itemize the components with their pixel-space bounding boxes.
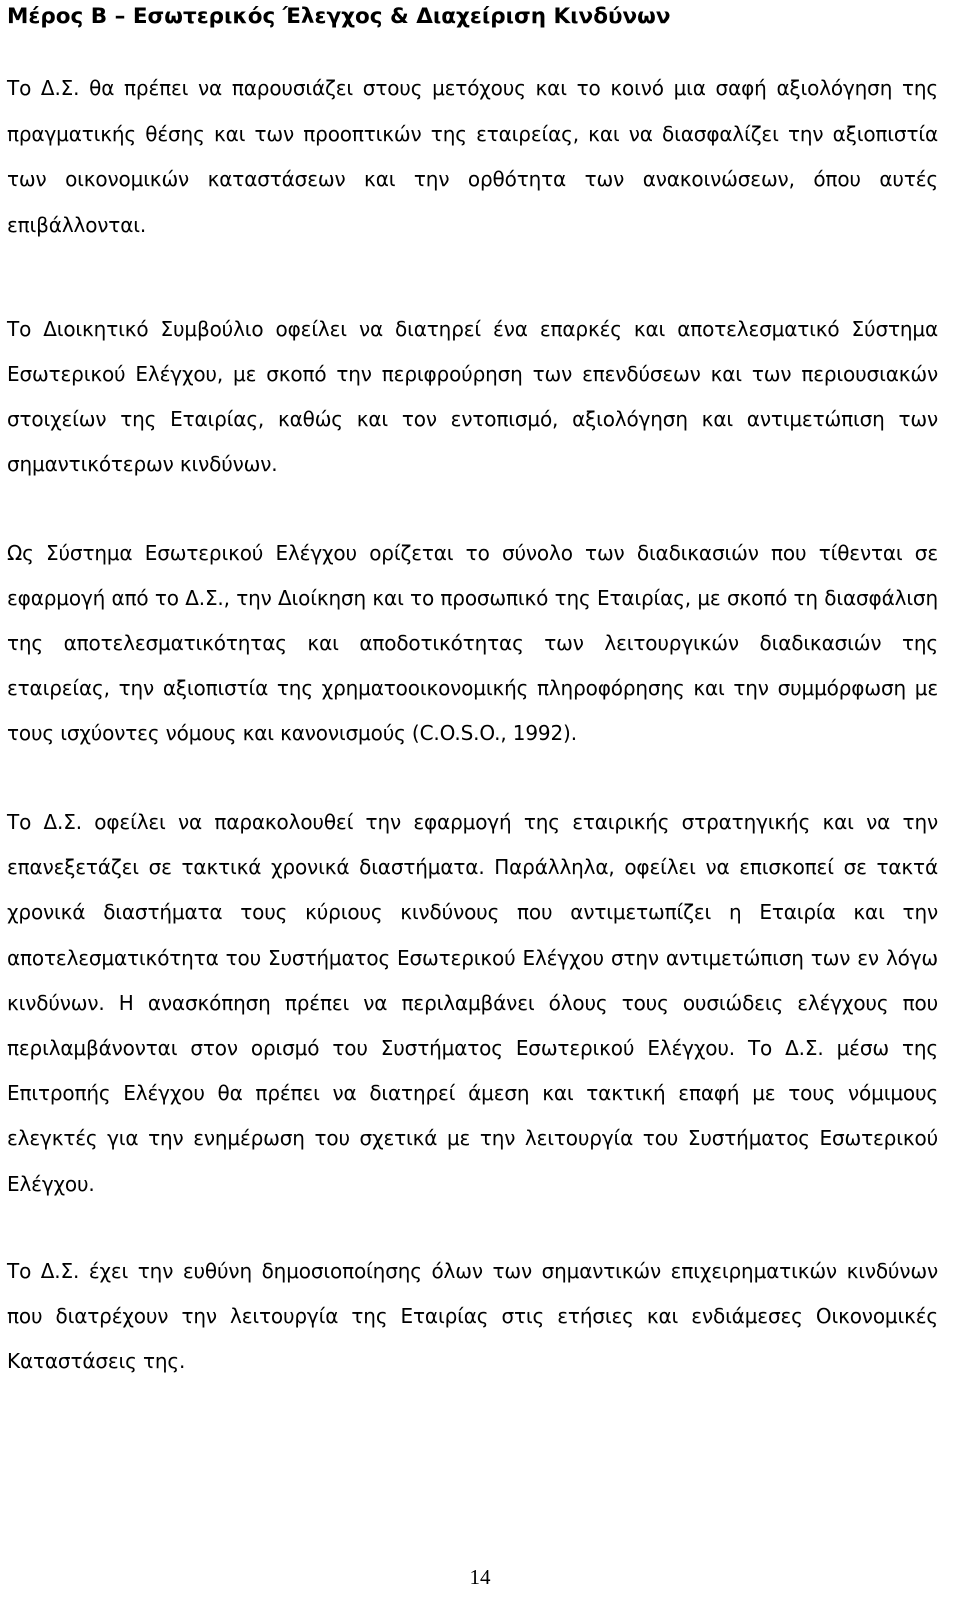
paragraph-strategy-review: Το Δ.Σ. οφείλει να παρακολουθεί την εφαρμογή της εταιρικής στρατηγικής και να την επανεξετάζει σε τακτικά χρονικά διαστήματα. Παράλληλα, οφείλει να επισκοπεί σε τακτά χρονικά διαστήματα τους κύριους κινδύνους που αντιμετωπίζει η Εταιρία και την αποτελεσματικότητα του Συστήματος Εσωτερικού Ελέγχου στην αντιμετώπιση των εν λόγω κινδύνων. Η ανασκόπηση πρέπει να περιλαμβάνει όλους τους ουσιώδεις ελέγχους που περιλαμβάνονται στον ορισμό του Συστήματος Εσωτερικού Ελέγχου. Το Δ.Σ. μέσω της Επιτροπής Ελέγχου θα πρέπει να διατηρεί άμεση και τακτική επαφή με τους νόμιμους ελεγκτές για την ενημέρωση του σχετικά με την λειτουργία του Συστήματος Εσωτερικού Ελέγχου. <box>7 810 938 1196</box>
paragraph-internal-control-definition: Ως Σύστημα Εσωτερικού Ελέγχου ορίζεται το σύνολο των διαδικασιών που τίθενται σε εφαρμογή από το Δ.Σ., την Διοίκηση και το προσωπικό της Εταιρίας, με σκοπό τη διασφάλιση της αποτελεσματικότητας και αποδοτικότητας των λειτουργικών διαδικασιών της εταιρείας, την αξιοπιστία της χρηματοοικονομικής πληροφόρησης και την συμμόρφωση με τους ισχύοντες νόμους και κανονισμούς (C.O.S.O., 1992). <box>7 541 938 745</box>
paragraph-risk-disclosure: Το Δ.Σ. έχει την ευθύνη δημοσιοποίησης όλων των σημαντικών επιχειρηματικών κινδύνων που διατρέχουν την λειτουργία της Εταιρίας στις ετήσιες και ενδιάμεσες Οικονομικές Καταστάσεις της. <box>7 1259 938 1373</box>
section-heading: Μέρος Β – Εσωτερικός Έλεγχος & Διαχείριση Κινδύνων <box>7 4 671 29</box>
paragraph-internal-control-duty: Το Διοικητικό Συμβούλιο οφείλει να διατηρεί ένα επαρκές και αποτελεσματικό Σύστημα Εσωτερικού Ελέγχου, με σκοπό την περιφρούρηση των επενδύσεων και των περιουσιακών στοιχείων της Εταιρίας, καθώς και τον εντοπισμό, αξιολόγηση και αντιμετώπιση των σημαντικότερων κινδύνων. <box>7 317 938 476</box>
paragraph-board-disclosure: Το Δ.Σ. θα πρέπει να παρουσιάζει στους μετόχους και το κοινό μια σαφή αξιολόγηση της πραγματικής θέσης και των προοπτικών της εταιρείας, και να διασφαλίζει την αξιοπιστία των οικονομικών καταστάσεων και την ορθότητα των ανακοινώσεων, όπου αυτές επιβάλλονται. <box>7 76 938 237</box>
page-number: 14 <box>469 1565 491 1589</box>
